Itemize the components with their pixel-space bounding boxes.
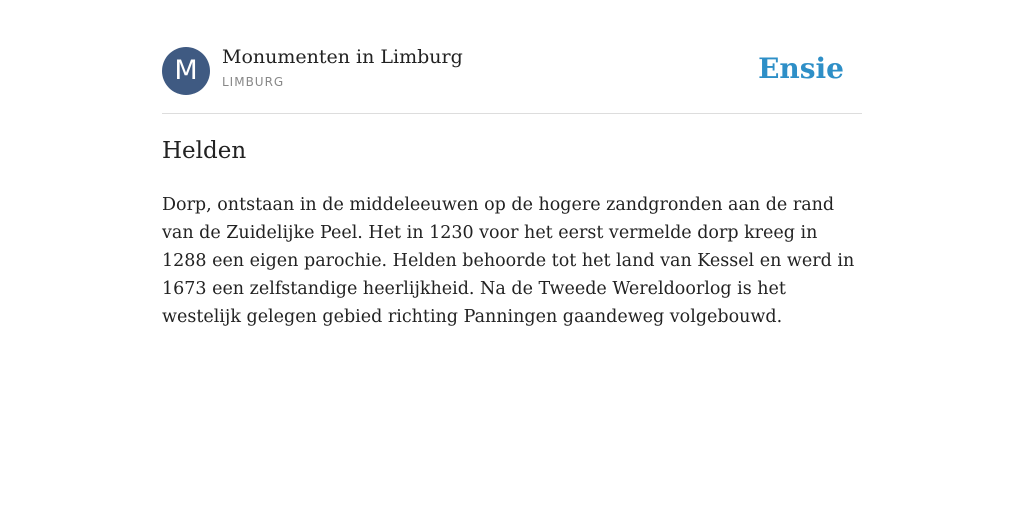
source-subtitle: LIMBURG <box>222 75 285 89</box>
avatar[interactable]: M <box>162 47 210 95</box>
article-card <box>162 0 862 327</box>
brand-logo[interactable]: Ensie <box>758 52 844 85</box>
source-title[interactable]: Monumenten in Limburg <box>222 46 463 68</box>
article-body: Dorp, ontstaan in de middeleeuwen op de hogere zandgronden aan de rand van de Zuidelijke Peel. Het in 1230 voor het eerst vermelde dorp kreeg in 1288 een eigen parochie. Helden behoorde tot het land van Kessel en werd in 1673 een zelfstandige heerlijkheid. Na de Tweede Wereldoorlog is het westelijk gelegen gebied richting Panningen gaandeweg volgebouwd. <box>162 195 855 327</box>
source-header <box>162 0 862 114</box>
article-title: Helden <box>162 138 247 164</box>
